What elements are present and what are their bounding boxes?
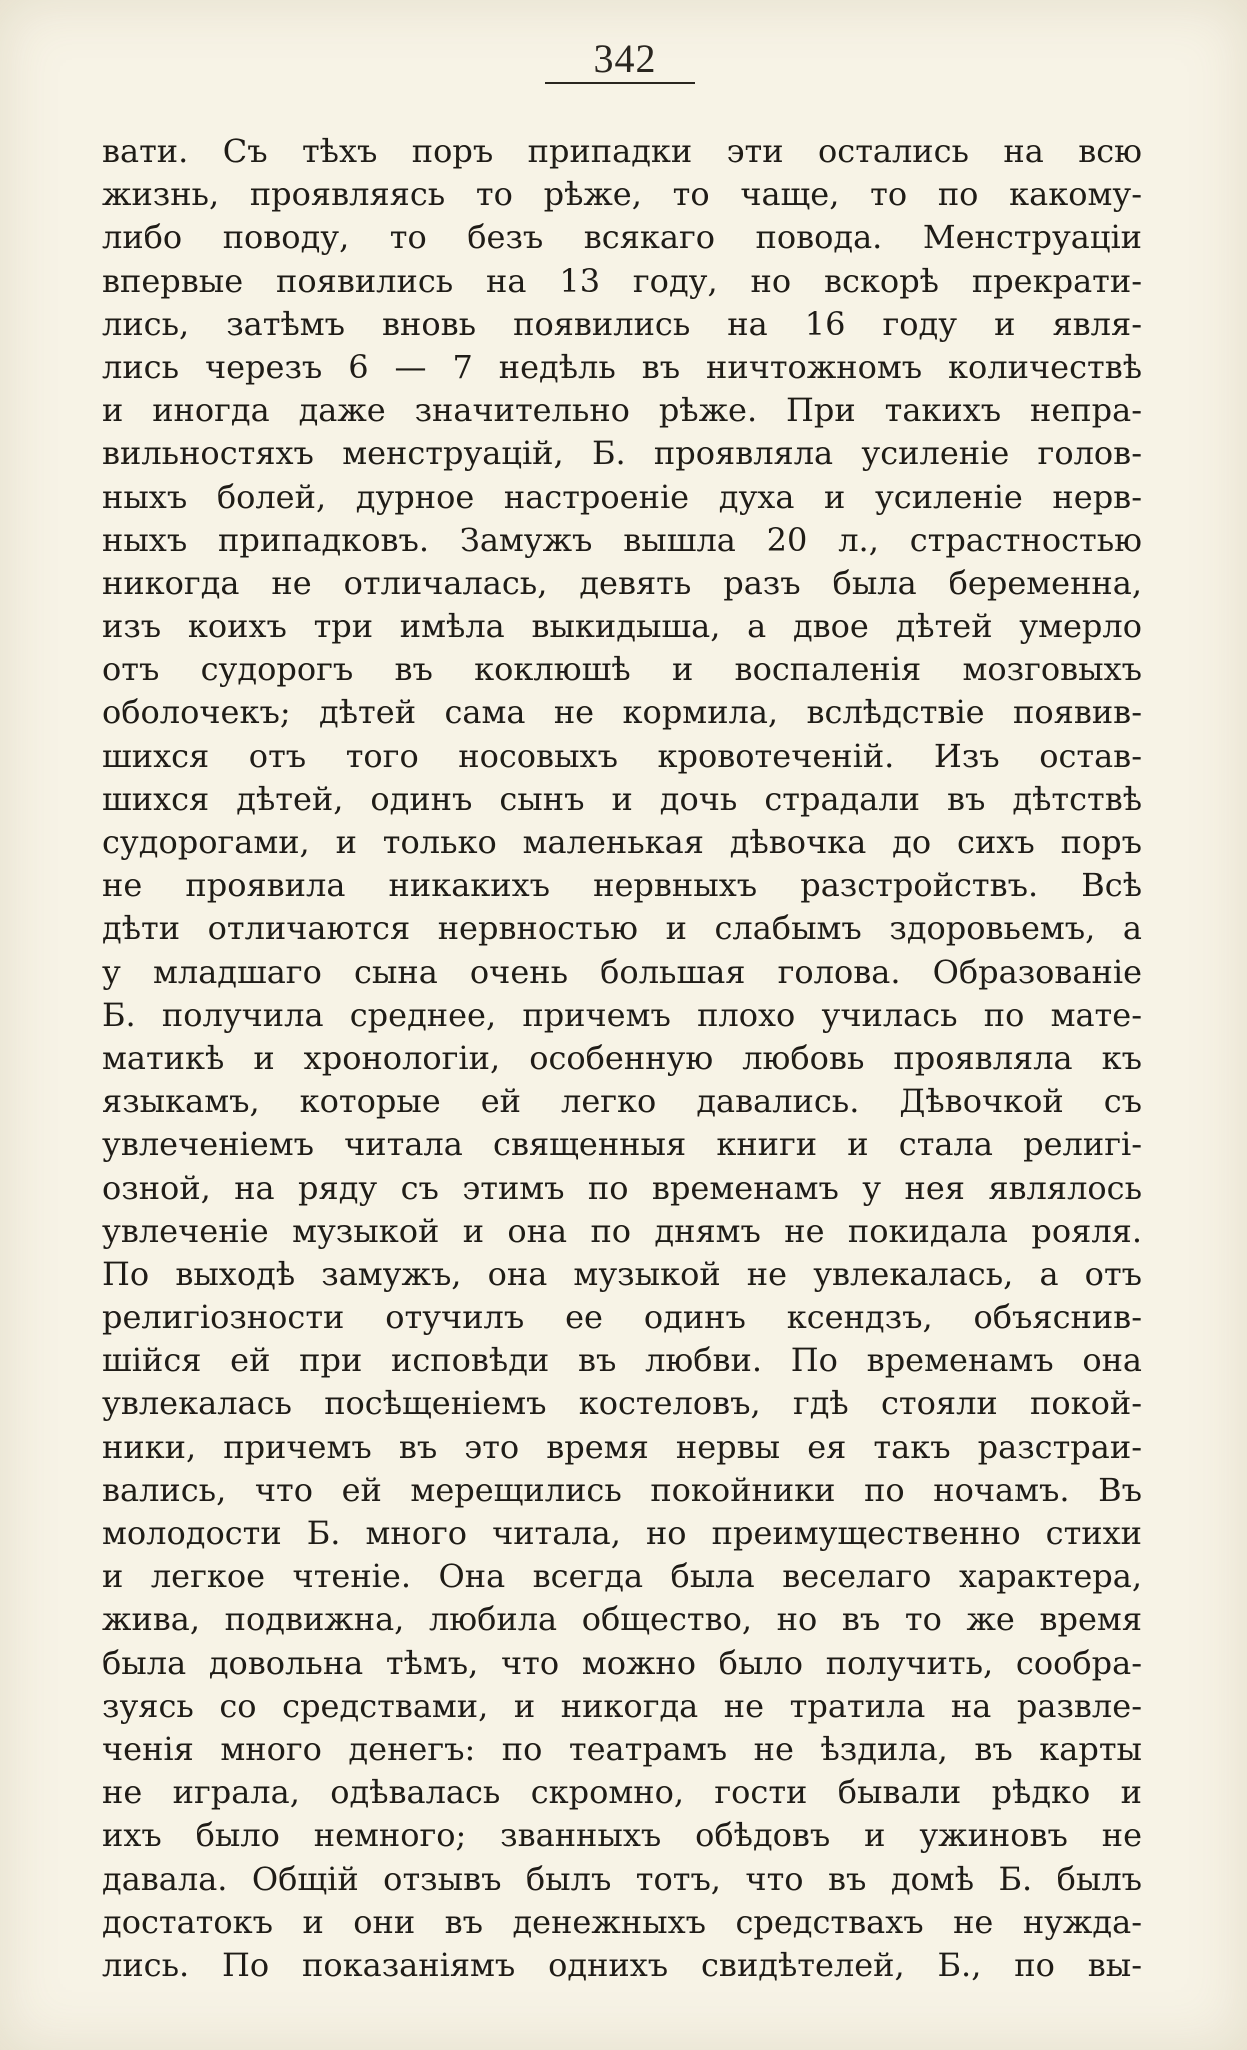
page-number: 342	[593, 36, 657, 81]
text-line: ченія много денегъ: по театрамъ не ѣздила, въ карты	[102, 1729, 1142, 1768]
text-line: не проявила никакихъ нервныхъ разстройствъ. Всѣ	[102, 866, 1142, 905]
text-line: изъ коихъ три имѣла выкидыша, а двое дѣтей умерло	[102, 607, 1142, 646]
text-line: достатокъ и они въ денежныхъ средствахъ не нужда-	[102, 1902, 1142, 1941]
text-line: увлекалась посѣщеніемъ костеловъ, гдѣ стояли покой-	[102, 1384, 1142, 1423]
text-line: впервые появились на 13 году, но вскорѣ прекрати-	[102, 261, 1142, 300]
text-line: ихъ было немного; званныхъ обѣдовъ и ужиновъ не	[102, 1816, 1142, 1855]
text-line: лись. По показаніямъ однихъ свидѣтелей, Б., по вы-	[102, 1945, 1142, 1984]
text-line: молодости Б. много читала, но преимущественно стихи	[102, 1514, 1142, 1552]
text-line: увлеченіе музыкой и она по днямъ не покидала рояля.	[102, 1211, 1142, 1250]
text-line: оболочекъ; дѣтей сама не кормила, вслѣдствіе появив-	[102, 693, 1142, 732]
text-line: религіозности отучилъ ее одинъ ксендзъ, объяснив-	[102, 1298, 1142, 1337]
text-line: давала. Общій отзывъ былъ тотъ, что въ домѣ Б. былъ	[102, 1859, 1142, 1898]
text-line: лись, затѣмъ вновь появились на 16 году и явля-	[102, 304, 1142, 343]
text-line: шихся дѣтей, одинъ сынъ и дочь страдали въ дѣтствѣ	[102, 779, 1142, 818]
text-line: никогда не отличалась, девять разъ была беременна,	[102, 563, 1142, 602]
text-line: матикѣ и хронологіи, особенную любовь проявляла къ	[102, 1038, 1142, 1077]
text-line: и легкое чтеніе. Она всегда была веселаго характера,	[102, 1557, 1142, 1596]
text-line: у младшаго сына очень большая голова. Образованіе	[102, 952, 1142, 991]
text-line: либо поводу, то безъ всякаго повода. Менструаціи	[102, 218, 1142, 257]
text-line: языкамъ, которые ей легко давались. Дѣвочкой съ	[102, 1082, 1142, 1121]
text-line: лись черезъ 6 — 7 недѣль въ ничтожномъ количествѣ	[102, 347, 1142, 386]
text-line: увлеченіемъ читала священныя книги и стала религі-	[102, 1125, 1142, 1164]
text-line: жива, подвижна, любила общество, но въ то же время	[102, 1600, 1142, 1639]
text-line: Б. получила среднее, причемъ плохо училась по мате-	[102, 995, 1142, 1034]
text-line: судорогами, и только маленькая дѣвочка до сихъ поръ	[102, 823, 1142, 861]
text-line: жизнь, проявляясь то рѣже, то чаще, то по какому-	[102, 175, 1142, 214]
text-line: и иногда даже значительно рѣже. При такихъ непра-	[102, 391, 1142, 430]
text-line: была довольна тѣмъ, что можно было получить, сообра-	[102, 1643, 1142, 1682]
text-line: ныхъ болей, дурное настроеніе духа и усиленіе нерв-	[102, 477, 1142, 516]
text-line: По выходѣ замужъ, она музыкой не увлекалась, а отъ	[102, 1254, 1142, 1293]
text-line: ныхъ припадковъ. Замужъ вышла 20 л., страстностью	[102, 520, 1142, 559]
text-line: отъ судорогъ въ коклюшѣ и воспаленія мозговыхъ	[102, 650, 1142, 689]
text-line: вались, что ей мерещились покойники по ночамъ. Въ	[102, 1470, 1142, 1509]
text-line: озной, на ряду съ этимъ по временамъ у нея являлось	[102, 1168, 1142, 1207]
text-line: дѣти отличаются нервностью и слабымъ здоровьемъ, а	[102, 909, 1142, 948]
text-line: шійся ей при исповѣди въ любви. По временамъ она	[102, 1341, 1142, 1380]
text-line: ники, причемъ въ это время нервы ея такъ разстраи-	[102, 1427, 1142, 1466]
text-line: не играла, одѣвалась скромно, гости бывали рѣдко и	[102, 1773, 1142, 1812]
page-number-rule	[545, 82, 695, 84]
text-line: зуясь со средствами, и никогда не тратила на развле-	[102, 1686, 1142, 1725]
text-line: вильностяхъ менструацій, Б. проявляла усиленіе голов-	[102, 434, 1142, 473]
body-text	[102, 130, 1142, 1987]
text-line: шихся отъ того носовыхъ кровотеченій. Изъ остав-	[102, 736, 1142, 775]
text-line: вати. Съ тѣхъ поръ припадки эти остались на всю	[102, 132, 1142, 170]
